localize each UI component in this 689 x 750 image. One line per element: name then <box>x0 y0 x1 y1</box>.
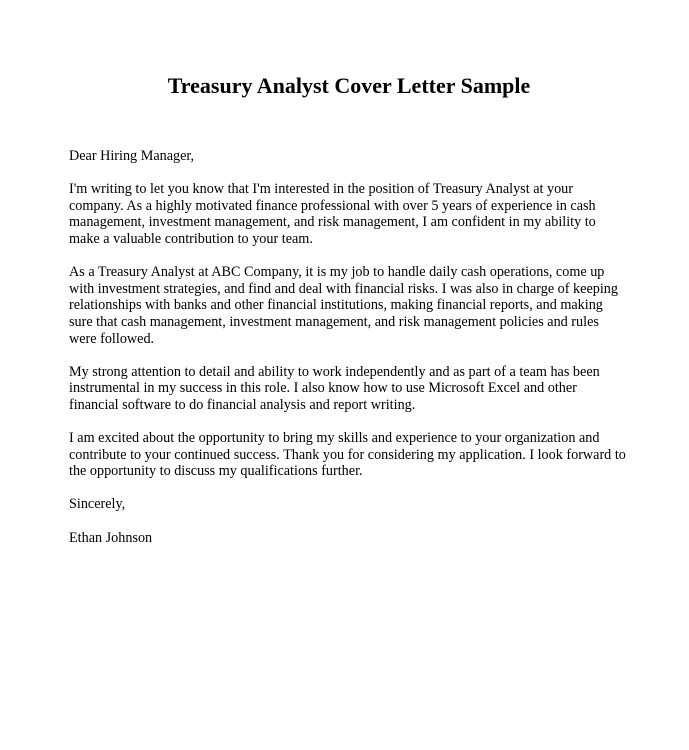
paragraph-2: As a Treasury Analyst at ABC Company, it is my job to handle daily cash operations, come up with investment strategies, and find and deal with financial risks. I was also in charge of keeping relationships with banks and other financial institutions, making financial reports, and making sure that cash management, investment management, and risk management policies and rules were followed. <box>69 264 618 347</box>
document-title: Treasury Analyst Cover Letter Sample <box>167 73 531 98</box>
closing: Sincerely, <box>69 496 126 513</box>
paragraph-3: My strong attention to detail and ability to work independently and as part of a team has been instrumental in my success in this role. I also know how to use Microsoft Excel and other financial software to do financial analysis and report writing. <box>69 363 600 413</box>
letter-body <box>69 148 629 563</box>
signature: Ethan Johnson <box>69 529 153 546</box>
salutation: Dear Hiring Manager, <box>69 148 195 164</box>
paragraph-4: I am excited about the opportunity to bring my skills and experience to your organization and contribute to your continued success. Thank you for considering my application. I look forward to the opportunity to discuss my qualifications further. <box>69 430 626 480</box>
paragraph-1: I'm writing to let you know that I'm interested in the position of Treasury Analyst at your company. As a highly motivated finance professional with over 5 years of experience in cash management, investment management, and risk management, I am confident in my ability to make a valuable contribution to your team. <box>69 181 596 247</box>
